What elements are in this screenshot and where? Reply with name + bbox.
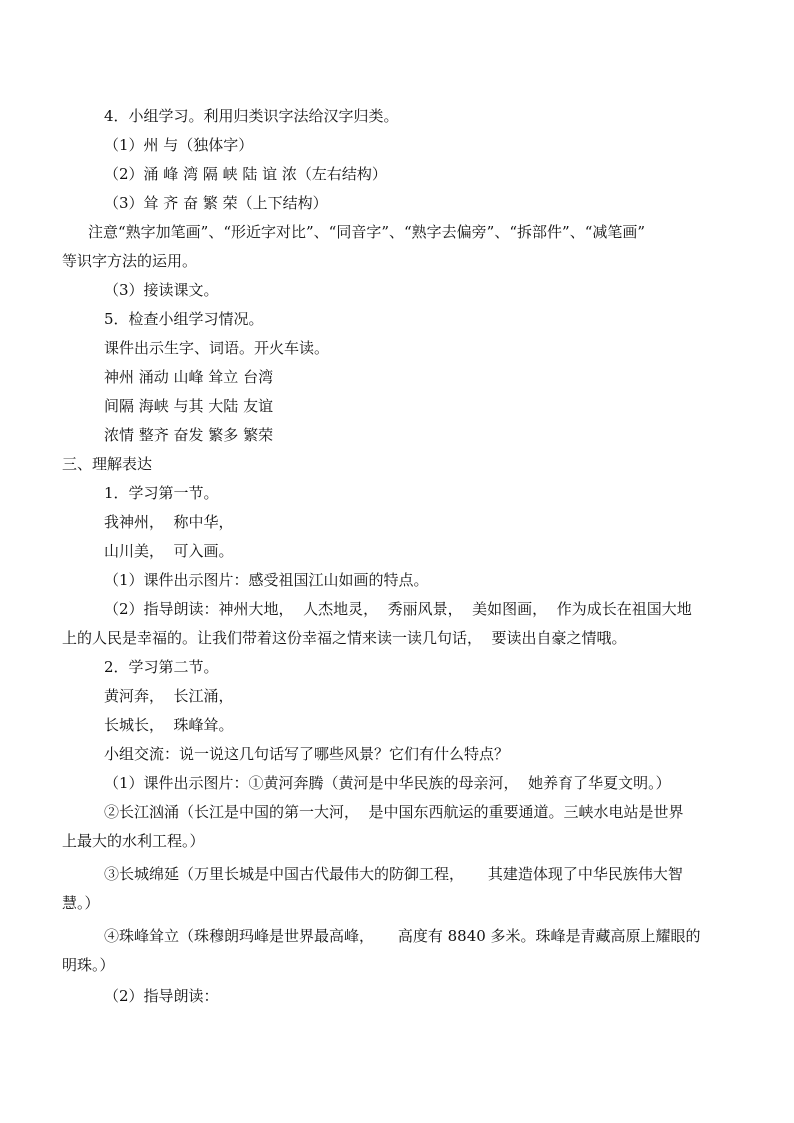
word-row-3: 浓情 整齐 奋发 繁多 繁荣 — [104, 426, 274, 444]
step-4-heading: 4．小组学习。利用归类识字法给汉字归类。 — [104, 107, 399, 125]
yellow-river-note: （1）课件出示图片：①黄河奔腾（黄河是中华民族的母亲河， 她养育了华夏文明。） — [104, 774, 671, 792]
picture-step-1: （1）课件出示图片：感受祖国江山如画的特点。 — [104, 571, 429, 589]
great-wall-note-line-1: ③长城绵延（万里长城是中国古代最伟大的防御工程， 其建造体现了中华民族伟大智 — [104, 865, 683, 883]
yangtze-note-line-2: 上最大的水利工程。） — [62, 832, 205, 850]
category-single: （1）州 与（独体字） — [104, 136, 254, 154]
section-3-heading: 三、理解表达 — [62, 455, 153, 473]
word-row-1: 神州 涌动 山峰 耸立 台湾 — [104, 368, 274, 386]
word-row-2: 间隔 海峡 与其 大陆 友谊 — [104, 397, 274, 415]
courseware-words: 课件出示生字、词语。开火车读。 — [104, 339, 330, 357]
everest-note-line-1: ④珠峰耸立（珠穆朗玛峰是世界最高峰， 高度有 8840 多米。珠峰是青藏高原上耀眼的 — [104, 927, 701, 945]
poem-line-4: 长城长， 珠峰耸。 — [104, 716, 234, 734]
step-3-read: （3）接读课文。 — [104, 281, 219, 299]
study-section-1: 1．学习第一节。 — [104, 484, 219, 502]
yangtze-note-line-1: ②长江汹涌（长江是中国的第一大河， 是中国东西航运的重要通道。三峡水电站是世界 — [104, 803, 684, 821]
poem-line-1: 我神州， 称中华， — [104, 513, 234, 531]
step-5-heading: 5．检查小组学习情况。 — [104, 310, 264, 328]
everest-note-line-2: 明珠。） — [62, 956, 115, 974]
poem-line-3: 黄河奔， 长江涌， — [104, 687, 234, 705]
reading-guide-step-2: （2）指导朗读： — [104, 987, 219, 1005]
category-left-right: （2）涌 峰 湾 隔 峡 陆 谊 浓（左右结构） — [104, 165, 387, 183]
great-wall-note-line-2: 慧。） — [62, 894, 100, 912]
note-line-2: 等识字方法的运用。 — [62, 252, 198, 270]
reading-guide-line-2: 上的人民是幸福的。让我们带着这份幸福之情来读一读几句话， 要读出自豪之情哦。 — [62, 629, 627, 647]
category-top-bottom: （3）耸 齐 奋 繁 荣（上下结构） — [104, 194, 328, 212]
reading-guide-line-1: （2）指导朗读：神州大地， 人杰地灵， 秀丽风景， 美如图画， 作为成长在祖国大地 — [104, 600, 692, 618]
poem-line-2: 山川美， 可入画。 — [104, 542, 234, 560]
study-section-2: 2．学习第二节。 — [104, 658, 219, 676]
group-discussion: 小组交流：说一说这几句话写了哪些风景？它们有什么特点？ — [104, 745, 510, 763]
note-line-1: 注意“熟字加笔画”、“形近字对比”、“同音字”、“熟字去偏旁”、“拆部件”、“减笔画” — [88, 223, 646, 241]
